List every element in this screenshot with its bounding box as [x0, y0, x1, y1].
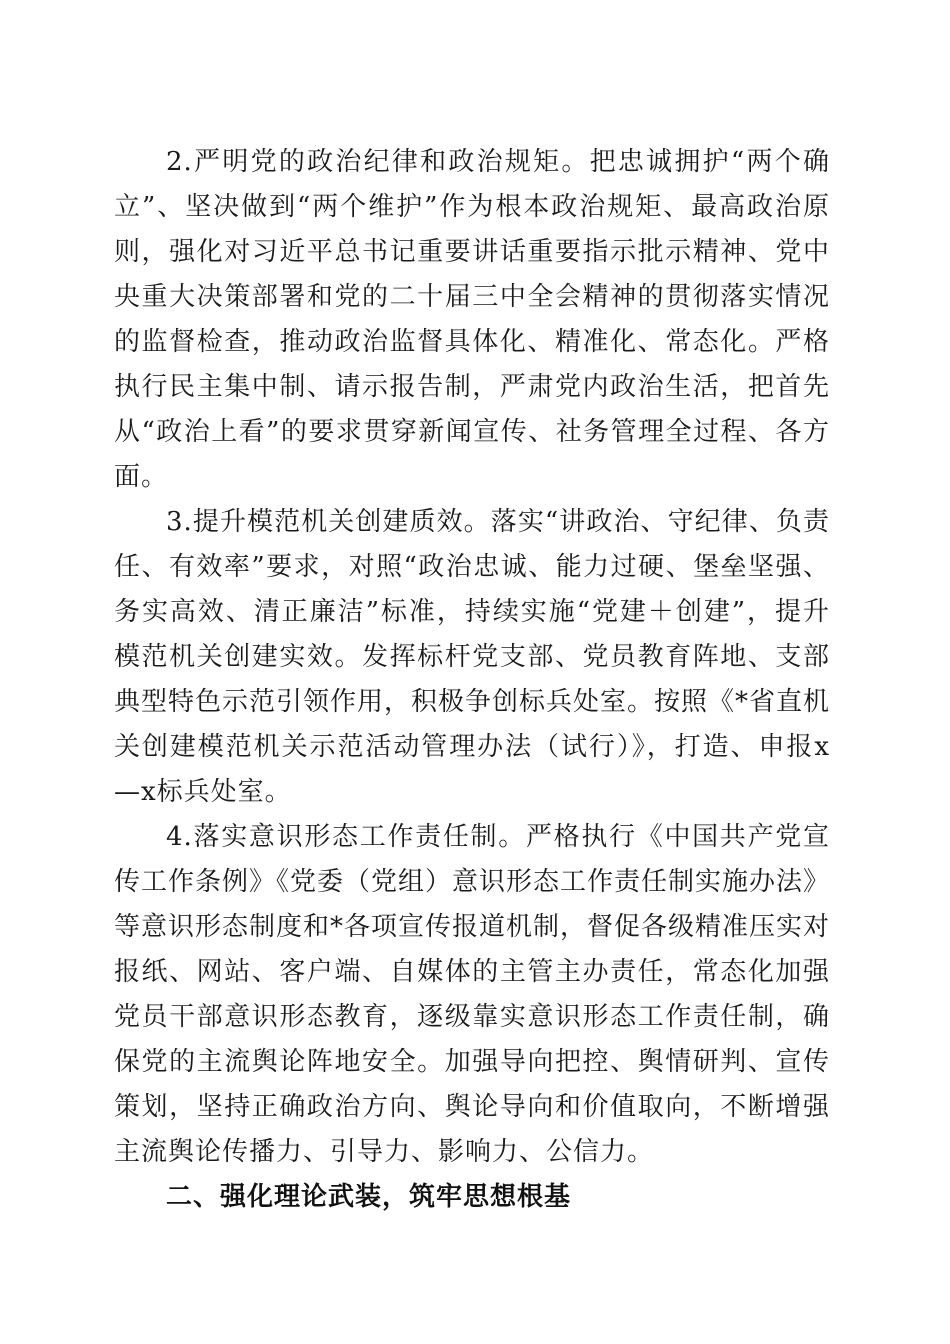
document-body [114, 140, 830, 1220]
section-heading: 二、强化理论武装，筑牢思想根基 [166, 1182, 572, 1212]
paragraph-political-discipline: 2.严明党的政治纪律和政治规矩。把忠诚拥护“两个确立”、坚决做到“两个维护”作为根本政治规矩、最高政治原则，强化对习近平总书记重要讲话重要指示批示精神、党中央重大决策部署和党的二十届三中全会精神的贯彻落实情况的监督检查，推动政治监督具体化、精准化、常态化。严格执行民主集中制、请示报告制，严肃党内政治生活，把首先从“政治上看”的要求贯穿新闻宣传、社务管理全过程、各方面。 [114, 147, 830, 492]
paragraph-ideology-responsibility: 4.落实意识形态工作责任制。严格执行《中国共产党宣传工作条例》《党委（党组）意识形态工作责任制实施办法》等意识形态制度和*各项宣传报道机制，督促各级精准压实对报纸、网站、客户端、自媒体的主管主办责任，常态化加强党员干部意识形态教育，逐级靠实意识形态工作责任制，确保党的主流舆论阵地安全。加强导向把控、舆情研判、宣传策划，坚持正确政治方向、舆论导向和价值取向，不断增强主流舆论传播力、引导力、影响力、公信力。 [114, 822, 831, 1167]
paragraph-model-organ: 3.提升模范机关创建质效。落实“讲政治、守纪律、负责任、有效率”要求，对照“政治忠诚、能力过硬、堡垒坚强、务实高效、清正廉洁”标准，持续实施“党建＋创建”，提升模范机关创建实效。发挥标杆党支部、党员教育阵地、支部典型特色示范引领作用，积极争创标兵处室。按照《*省直机关创建模范机关示范活动管理办法（试行）》，打造、申报x—x标兵处室。 [114, 507, 831, 807]
